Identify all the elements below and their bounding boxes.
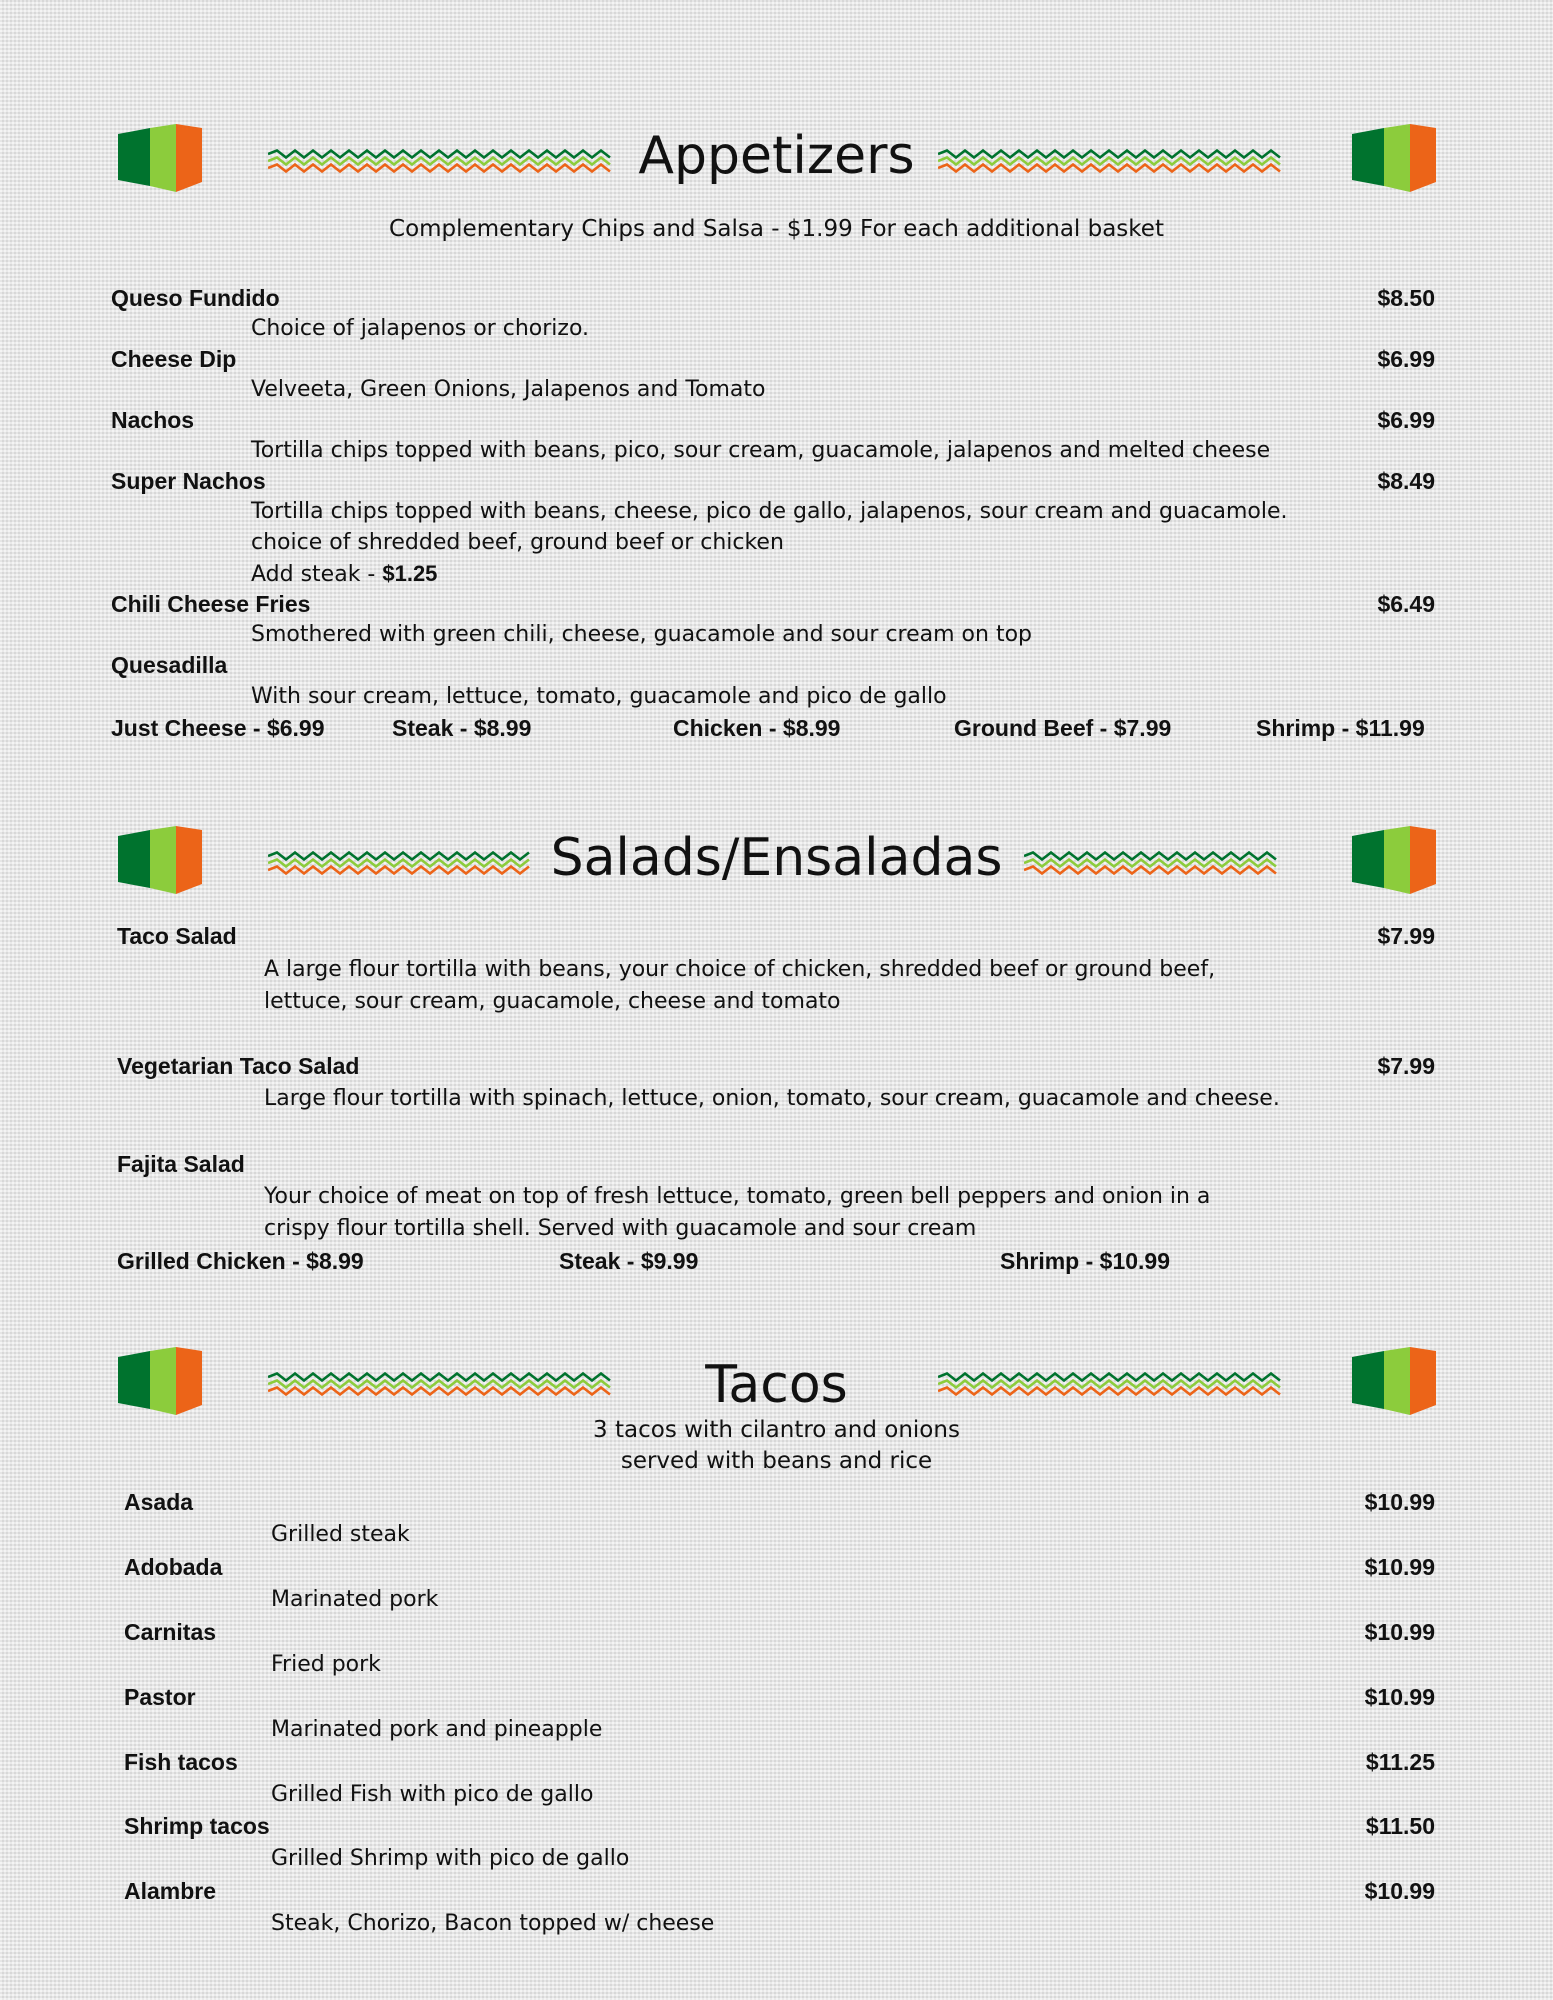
item-description: A large flour tortilla with beans, your choice of chicken, shredded beef or ground beef,: [264, 957, 1216, 982]
item-description: Choice of jalapenos or chorizo.: [251, 316, 590, 341]
item-description: Smothered with green chili, cheese, guacamole and sour cream on top: [251, 622, 1032, 647]
flag-icon: [1352, 824, 1436, 898]
item-price: $7.99: [1377, 923, 1435, 949]
option-price: Grilled Chicken - $8.99: [117, 1248, 364, 1274]
item-description: Grilled Fish with pico de gallo: [271, 1782, 594, 1807]
zigzag-line: [938, 1388, 1280, 1395]
item-name: Fajita Salad: [117, 1151, 245, 1177]
item-description: Fried pork: [271, 1652, 381, 1677]
option-price: Just Cheese - $6.99: [111, 715, 325, 741]
item-description: Your choice of meat on top of fresh lettuce, tomato, green bell peppers and onion in a: [264, 1184, 1211, 1209]
item-price: $8.50: [1377, 285, 1435, 311]
item-description: Tortilla chips topped with beans, pico, sour cream, guacamole, jalapenos and melted cheese: [251, 438, 1271, 463]
item-name: Pastor: [124, 1684, 196, 1710]
item-description: choice of shredded beef, ground beef or chicken: [251, 530, 784, 555]
item-description: Grilled steak: [271, 1522, 410, 1547]
appetizers-subtitle: Complementary Chips and Salsa - $1.99 For each additional basket: [389, 216, 1164, 242]
item-name: Quesadilla: [111, 652, 228, 678]
item-name: Fish tacos: [124, 1749, 238, 1775]
item-price: $11.25: [1365, 1749, 1435, 1775]
zigzag-line: [1024, 853, 1276, 860]
item-price: $6.99: [1377, 407, 1435, 433]
item-name: Adobada: [124, 1554, 223, 1580]
item-price: $10.99: [1364, 1684, 1435, 1710]
tacos-subtitle: 3 tacos with cilantro and onions: [593, 1417, 960, 1443]
item-name: Vegetarian Taco Salad: [117, 1053, 360, 1079]
addon-price: $1.25: [382, 561, 438, 586]
item-price: $10.99: [1364, 1554, 1435, 1580]
item-price: $6.49: [1377, 591, 1435, 617]
addon-label: Add steak -: [251, 562, 383, 587]
section-title-salads: Salads/Ensaladas: [550, 828, 1003, 888]
item-description: crispy flour tortilla shell. Served with guacamole and sour cream: [264, 1216, 977, 1241]
item-price: $10.99: [1364, 1878, 1435, 1904]
item-name: Cheese Dip: [111, 346, 237, 372]
item-price: $10.99: [1364, 1489, 1435, 1515]
item-addon: [251, 558, 437, 590]
item-description: Grilled Shrimp with pico de gallo: [271, 1846, 630, 1871]
item-price: $6.99: [1377, 346, 1435, 372]
item-name: Super Nachos: [111, 468, 266, 494]
option-price: Steak - $9.99: [559, 1248, 699, 1274]
option-price: Chicken - $8.99: [673, 715, 841, 741]
item-name: Shrimp tacos: [124, 1813, 270, 1839]
section-title-appetizers: Appetizers: [638, 126, 915, 186]
item-name: Nachos: [111, 407, 195, 433]
item-name: Queso Fundido: [111, 285, 280, 311]
item-price: $8.49: [1377, 468, 1435, 494]
option-price: Ground Beef - $7.99: [954, 715, 1172, 741]
option-price: Shrimp - $11.99: [1256, 715, 1425, 741]
section-title-tacos: Tacos: [705, 1355, 848, 1415]
tacos-subtitle: served with beans and rice: [620, 1448, 933, 1474]
item-name: Alambre: [124, 1878, 217, 1904]
item-price: $10.99: [1364, 1619, 1435, 1645]
zigzag-divider: [938, 148, 1284, 176]
item-description: Large flour tortilla with spinach, lettuce, onion, tomato, sour cream, guacamole and cheese.: [264, 1086, 1280, 1111]
item-description: Steak, Chorizo, Bacon topped w/ cheese: [271, 1911, 715, 1936]
zigzag-divider: [938, 1371, 1284, 1399]
item-name: Taco Salad: [117, 923, 237, 949]
item-description: Marinated pork and pineapple: [271, 1717, 603, 1742]
item-name: Carnitas: [124, 1619, 217, 1645]
option-price: Shrimp - $10.99: [1000, 1248, 1171, 1274]
item-description: With sour cream, lettuce, tomato, guacamole and pico de gallo: [251, 684, 947, 709]
item-name: Chili Cheese Fries: [111, 591, 311, 617]
zigzag-line: [938, 165, 1280, 172]
flag-icon: [1352, 122, 1436, 196]
flag-icon: [1352, 1345, 1436, 1419]
zigzag-divider: [1024, 850, 1284, 878]
item-name: Asada: [124, 1489, 194, 1515]
item-price: $11.50: [1365, 1813, 1435, 1839]
option-price: Steak - $8.99: [392, 715, 532, 741]
item-description: Tortilla chips topped with beans, cheese, pico de gallo, jalapenos, sour cream and guacamole.: [251, 499, 1288, 524]
item-description: Marinated pork: [271, 1587, 439, 1612]
item-description: Velveeta, Green Onions, Jalapenos and Tomato: [251, 377, 766, 402]
item-price: $7.99: [1377, 1053, 1435, 1079]
item-description: lettuce, sour cream, guacamole, cheese and tomato: [264, 989, 841, 1014]
